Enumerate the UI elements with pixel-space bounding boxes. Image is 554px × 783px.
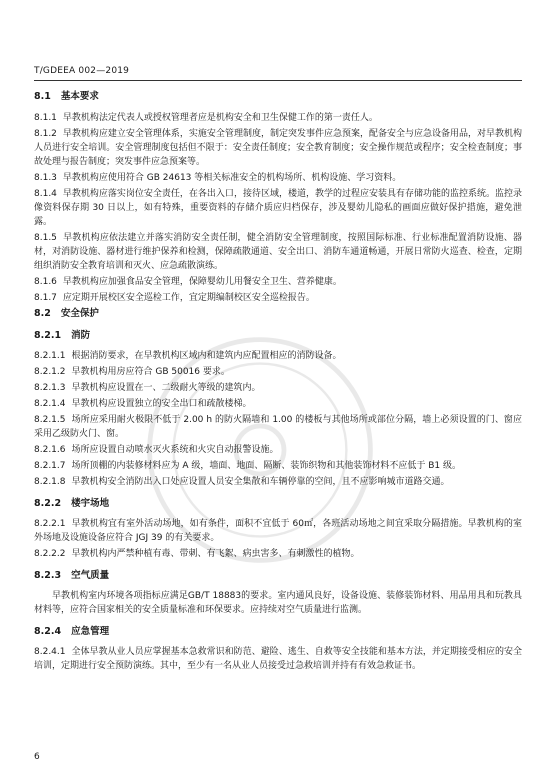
clause-text: 场所应设置自动喷水灭火系统和火灾自动报警设施。 bbox=[71, 445, 279, 455]
section-title: 消防 bbox=[71, 330, 91, 341]
section-heading bbox=[34, 329, 522, 343]
clause-paragraph bbox=[34, 291, 522, 305]
header-rule bbox=[34, 80, 522, 81]
clause-text: 应定期开展校区安全巡检工作，宜定期编制校区安全巡检报告。 bbox=[62, 293, 315, 303]
section-title: 楼宇场地 bbox=[71, 498, 110, 509]
clause-paragraph bbox=[34, 517, 522, 545]
clause-number: 8.2.1.6 bbox=[34, 445, 66, 455]
clause-paragraph bbox=[34, 381, 522, 395]
clause-paragraph bbox=[34, 397, 522, 411]
section-number: 8.2.2 bbox=[34, 498, 62, 509]
clause-text: 根据消防要求，在早教机构区域内和建筑内应配置相应的消防设备。 bbox=[71, 351, 342, 361]
clause-text: 早教机构内严禁种植有毒、带刺、有飞絮、病虫害多、有刺激性的植物。 bbox=[71, 549, 360, 559]
section-heading bbox=[34, 497, 522, 511]
document-code: T/GDEEA 002—2019 bbox=[34, 66, 130, 76]
clause-text: 早教机构应依法建立并落实消防安全责任制，健全消防安全管理制度，按照国际标准、行业标准配置消防设施、器材，对消防设施、器材进行维护保养和检测，保障疏散通道、安全出口、消防车通道畅通，开展日常防火巡查、检查，定期组织消防安全教育培训和灭火、应急疏散演练。 bbox=[34, 233, 522, 271]
clause-text: 早教机构应设置独立的安全出口和疏散楼梯。 bbox=[71, 399, 252, 409]
page-number: 6 bbox=[34, 752, 40, 762]
clause-paragraph bbox=[34, 547, 522, 561]
clause-number: 8.2.1.1 bbox=[34, 351, 66, 361]
clause-text: 早教机构用房应符合 GB 50016 要求。 bbox=[71, 367, 230, 377]
section-title: 应急管理 bbox=[71, 626, 110, 637]
clause-text: 早教机构应设置在一、二级耐火等级的建筑内。 bbox=[71, 383, 261, 393]
clause-paragraph bbox=[34, 231, 522, 273]
clause-number: 8.1.6 bbox=[34, 277, 57, 287]
clause-number: 8.1.3 bbox=[34, 173, 57, 183]
clause-paragraph bbox=[34, 187, 522, 229]
clause-paragraph bbox=[34, 349, 522, 363]
clause-number: 8.2.2.2 bbox=[34, 549, 66, 559]
clause-text: 早教机构安全消防出入口处应设置人员安全集散和车辆停靠的空间，且不应影响城市道路交通。 bbox=[71, 477, 450, 487]
section-heading bbox=[34, 307, 522, 321]
clause-text: 早教机构宜有室外活动场地，如有条件，面积不宜低于 60㎡，各班活动场地之间宜采取分隔措施。早教机构的室外场地及设施设备应符合 JGJ 39 的有关要求。 bbox=[34, 519, 522, 543]
clause-paragraph bbox=[34, 459, 522, 473]
section-title: 基本要求 bbox=[60, 91, 99, 102]
document-body bbox=[34, 90, 522, 675]
clause-paragraph bbox=[34, 413, 522, 441]
section-heading bbox=[34, 625, 522, 639]
section-number: 8.2.4 bbox=[34, 626, 62, 637]
section-title: 空气质量 bbox=[71, 570, 110, 581]
section-number: 8.1 bbox=[34, 91, 51, 102]
clause-paragraph bbox=[34, 275, 522, 289]
clause-number: 8.2.1.7 bbox=[34, 461, 66, 471]
clause-text: 早教机构应加强食品安全管理，保障婴幼儿用餐安全卫生、营养健康。 bbox=[62, 277, 342, 287]
section-number: 8.2.1 bbox=[34, 330, 62, 341]
clause-text: 场所顶棚的内装修材料应为 A 级，墙面、地面、隔断、装饰织物和其他装饰材料不应低于 B1 级。 bbox=[71, 461, 462, 471]
clause-number: 8.1.5 bbox=[34, 233, 57, 243]
clause-text: 早教机构室内环境各项指标应满足GB/T 18883的要求。室内通风良好，设备设施、装修装饰材料、用品用具和玩教具材料等，应符合国家相关的安全质量标准和环保要求。应持续对空气质量进行监测。 bbox=[34, 591, 522, 615]
clause-number: 8.1.2 bbox=[34, 129, 57, 139]
clause-number: 8.2.1.3 bbox=[34, 383, 66, 393]
clause-paragraph bbox=[34, 475, 522, 489]
clause-text: 全体早教从业人员应掌握基本急救常识和防范、避险、逃生、自救等安全技能和基本方法，并定期接受相应的安全培训，定期进行安全预防演练。其中，至少有一名从业人员接受过急救培训并持有有效急救证书。 bbox=[34, 647, 522, 671]
clause-number: 8.2.2.1 bbox=[34, 519, 66, 529]
clause-paragraph bbox=[34, 443, 522, 457]
clause-paragraph bbox=[34, 589, 522, 617]
section-heading bbox=[34, 569, 522, 583]
clause-number: 8.2.1.2 bbox=[34, 367, 66, 377]
clause-paragraph bbox=[34, 645, 522, 673]
section-number: 8.2.3 bbox=[34, 570, 62, 581]
clause-paragraph bbox=[34, 111, 522, 125]
clause-paragraph bbox=[34, 365, 522, 379]
clause-text: 场所应采用耐火极限不低于 2.00 h 的防火隔墙和 1.00 的楼板与其他场所或部位分隔，墙上必须设置的门、窗应采用乙级防火门、窗。 bbox=[34, 415, 522, 439]
section-heading bbox=[34, 90, 522, 104]
clause-number: 8.2.4.1 bbox=[34, 647, 66, 657]
clause-text: 早教机构应使用符合 GB 24613 等相关标准安全的机构场所、机构设施、学习资料。 bbox=[62, 173, 402, 183]
clause-text: 早教机构应建立安全管理体系，实施安全管理制度，制定突发事件应急预案，配备安全与应急设备用品，对早教机构人员进行安全培训。安全管理制度包括但不限于：安全责任制度；安全教育制度；安全操作规范或程序；安全检查制度；事故处理与报告制度；突发事件应急预案等。 bbox=[34, 129, 522, 167]
clause-number: 8.2.1.5 bbox=[34, 415, 66, 425]
section-title: 安全保护 bbox=[60, 308, 99, 319]
clause-number: 8.2.1.8 bbox=[34, 477, 66, 487]
clause-number: 8.1.7 bbox=[34, 293, 57, 303]
clause-paragraph bbox=[34, 171, 522, 185]
clause-number: 8.1.4 bbox=[34, 189, 57, 199]
clause-text: 早教机构应落实岗位安全责任，在各出入口，接待区域，楼道，教学的过程应安装具有存储功能的监控系统。监控录像资料保存期 30 日以上，如有特殊，重要资料的存储介质应归档保存，涉及婴幼儿隐私的画面应做好保护措施，避免泄露。 bbox=[34, 189, 522, 227]
clause-paragraph bbox=[34, 127, 522, 169]
section-number: 8.2 bbox=[34, 308, 51, 319]
clause-text: 早教机构法定代表人或授权管理者应是机构安全和卫生保健工作的第一责任人。 bbox=[62, 113, 378, 123]
clause-number: 8.2.1.4 bbox=[34, 399, 66, 409]
clause-number: 8.1.1 bbox=[34, 113, 57, 123]
